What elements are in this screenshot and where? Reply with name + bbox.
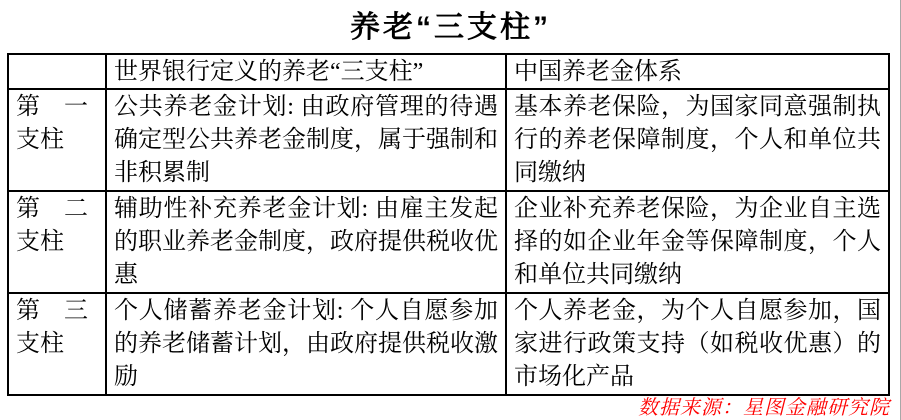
- table-row-pillar-2: [8, 191, 889, 293]
- pension-three-pillars-table: [7, 53, 890, 396]
- header-cell-empty: [8, 54, 106, 89]
- row-label-line1: 第 一: [16, 94, 88, 120]
- row-label-line2: 支柱: [16, 331, 64, 357]
- world-bank-cell-pillar-3: 个人储蓄养老金计划: 个人自愿参加的养老储蓄计划，由政府提供税收激励: [106, 293, 506, 395]
- row-label-pillar-3: [8, 293, 106, 395]
- header-row: [8, 54, 889, 89]
- row-label-line2: 支柱: [16, 229, 64, 255]
- row-label-line1: 第 三: [16, 298, 88, 324]
- table-row-pillar-1: [8, 89, 889, 191]
- china-cell-pillar-3: 个人养老金，为个人自愿参加，国家进行政策支持（如税收优惠）的市场化产品: [506, 293, 889, 395]
- china-cell-pillar-1: 基本养老保险，为国家同意强制执行的养老保障制度，个人和单位共同缴纳: [506, 89, 889, 191]
- row-label-pillar-1: [8, 89, 106, 191]
- header-cell-china: 中国养老金体系: [506, 54, 889, 89]
- page-title: 养老“三支柱”: [350, 11, 551, 44]
- china-cell-pillar-2: 企业补充养老保险，为企业自主选择的如企业年金等保障制度，个人和单位共同缴纳: [506, 191, 889, 293]
- table-row-pillar-3: [8, 293, 889, 395]
- world-bank-cell-pillar-1: 公共养老金计划: 由政府管理的待遇确定型公共养老金制度，属于强制和非积累制: [106, 89, 506, 191]
- world-bank-cell-pillar-2: 辅助性补充养老金计划: 由雇主发起的职业养老金制度，政府提供税收优惠: [106, 191, 506, 293]
- row-label-pillar-2: [8, 191, 106, 293]
- row-label-line2: 支柱: [16, 127, 64, 153]
- row-label-line1: 第 二: [16, 196, 88, 222]
- header-cell-world-bank: 世界银行定义的养老“三支柱”: [106, 54, 506, 89]
- data-source-note: 数据来源：星图金融研究院: [638, 397, 890, 419]
